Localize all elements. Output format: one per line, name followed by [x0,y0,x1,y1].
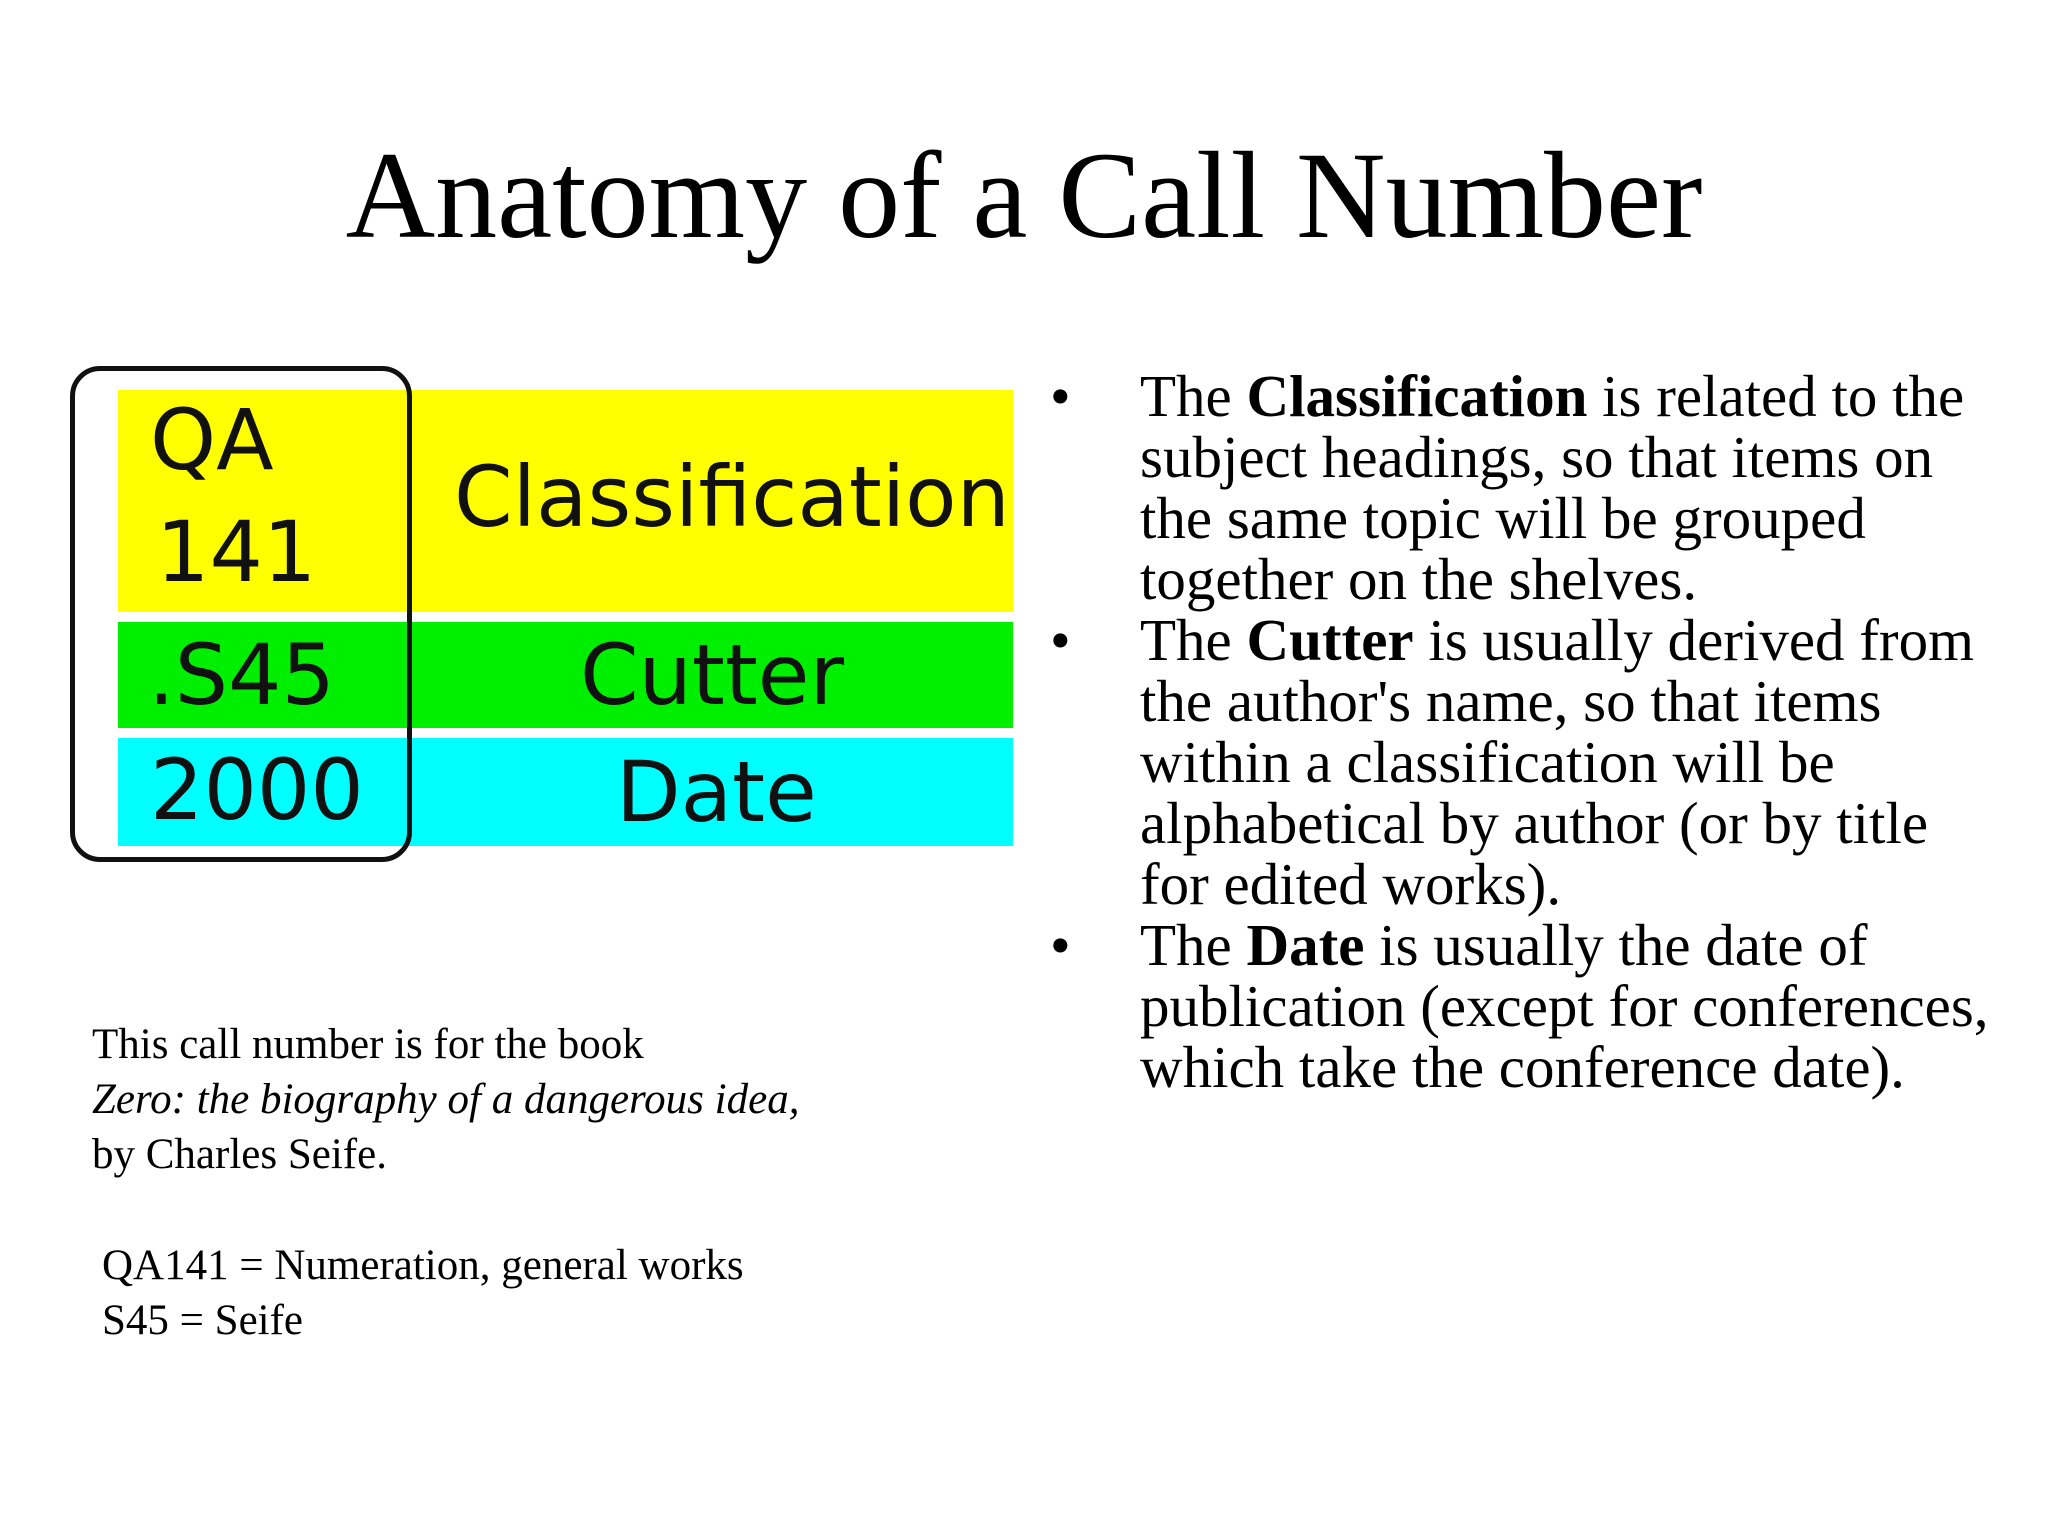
bullet-text: is related to the subject headings, so that items on the same topic will be grouped together on the shelves. [1140,363,1965,612]
book-title: Zero: the biography of a dangerous idea, [92,1076,800,1123]
call-number-diagram [68,360,1013,870]
bullet-classification [1050,363,2000,612]
bullet-icon: • [1050,607,1071,673]
date-label: Date [616,743,817,841]
bullet-text: is usually derived from the author's name, so that items within a classification will be alphabetical by author (or by title for edited works). [1140,607,1974,917]
bullet-term: Classification [1246,363,1588,429]
code-legend-line: S45 = Seife [102,1297,304,1344]
classification-label: Classification [454,448,1010,546]
book-note [92,1017,799,1182]
call-number-bracket [70,366,412,862]
bullet-prefix: The [1140,363,1247,429]
bullet-icon: • [1050,912,1071,978]
cutter-number: .S45 [148,626,335,724]
bullet-date [1050,912,2000,1100]
bullet-cutter [1050,607,2000,917]
class-number: 141 [156,503,317,601]
code-legend-line: QA141 = Numeration, general works [102,1242,744,1289]
explanation-list [1050,363,2000,1100]
bullet-term: Date [1246,912,1365,978]
bullet-icon: • [1050,363,1071,429]
slide-title: Anatomy of a Call Number [345,127,1703,264]
date-number: 2000 [150,741,364,839]
bullet-prefix: The [1140,912,1247,978]
note-line: This call number is for the book [92,1021,644,1068]
cutter-label: Cutter [580,626,844,724]
bullet-prefix: The [1140,607,1247,673]
class-letters: QA [150,391,274,489]
note-line: by Charles Seife. [92,1131,387,1178]
code-legend [102,1238,744,1348]
bullet-term: Cutter [1246,607,1414,673]
bullet-text: is usually the date of publication (except for conferences, which take the conference date). [1140,912,1989,1100]
